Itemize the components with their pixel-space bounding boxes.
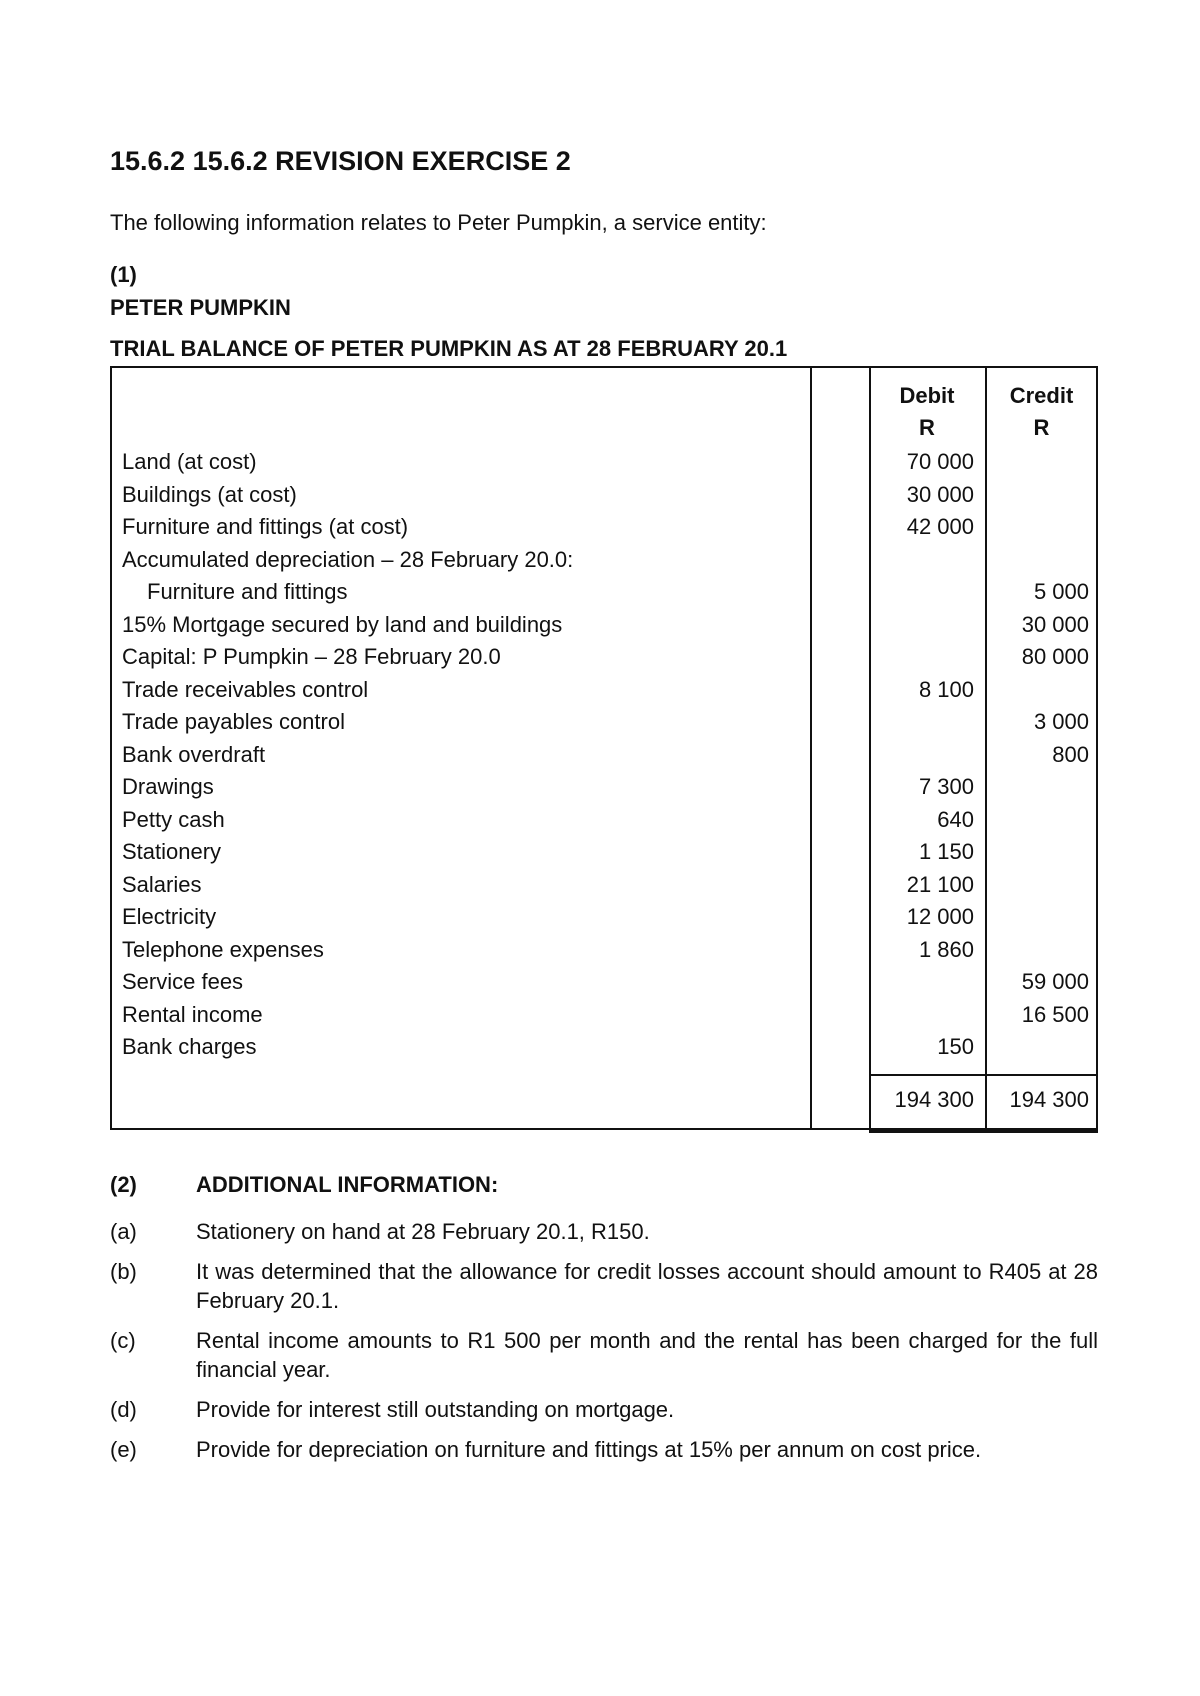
table-row: [112, 804, 1096, 837]
trial-balance-title: TRIAL BALANCE OF PETER PUMPKIN AS AT 28 FEBRUARY 20.1: [110, 336, 788, 361]
account-name: Service fees: [122, 969, 244, 994]
intro-text: The following information relates to Peter Pumpkin, a service entity:: [110, 210, 767, 235]
exercise-heading: 15.6.2 15.6.2 REVISION EXERCISE 2: [110, 146, 571, 176]
table-row: [112, 869, 1096, 902]
debit-amount: 8 100: [918, 676, 974, 702]
debit-amount: 70 000: [906, 449, 974, 474]
table-row: [112, 641, 1096, 674]
table-row: [112, 934, 1096, 967]
list-item: [110, 1257, 1100, 1315]
section-1-label: (1): [110, 262, 137, 287]
list-item: [110, 1326, 1100, 1384]
note-text: It was determined that the allowance for credit losses account should amount to R405 at 28 February 20.1.: [196, 1259, 1098, 1313]
additional-info-notes: [110, 1217, 1100, 1475]
note-text: Stationery on hand at 28 February 20.1, R150.: [196, 1219, 650, 1244]
debit-amount: 640: [937, 806, 974, 832]
note-letter: (a): [110, 1219, 137, 1244]
credit-currency-label: R: [1033, 415, 1050, 440]
note-letter: (e): [110, 1437, 137, 1462]
table-row: [112, 511, 1096, 544]
total-separator-line: [869, 1074, 1096, 1076]
debit-header-label: Debit: [899, 383, 955, 408]
debit-amount: 1 860: [918, 936, 974, 962]
table-row: [112, 479, 1096, 512]
table-row: [112, 1031, 1096, 1064]
note-text: Provide for interest still outstanding on mortgage.: [196, 1397, 675, 1422]
note-letter: (d): [110, 1397, 137, 1422]
table-row: [112, 609, 1096, 642]
list-item: [110, 1435, 1100, 1464]
account-name: Trade receivables control: [122, 676, 369, 702]
table-row: [112, 836, 1096, 869]
table-row: [112, 966, 1096, 999]
account-name: Land (at cost): [122, 449, 257, 474]
credit-amount: 80 000: [1021, 644, 1089, 669]
debit-amount: 12 000: [906, 904, 974, 929]
table-row: [112, 446, 1096, 479]
trial-balance-rows: [112, 446, 1096, 1064]
account-name: Furniture and fittings: [147, 579, 348, 604]
account-name: Furniture and fittings (at cost): [122, 514, 409, 539]
debit-amount: 21 100: [906, 871, 974, 897]
credit-amount: 16 500: [1021, 1001, 1089, 1027]
total-double-underline: [869, 1130, 1098, 1133]
account-name: Capital: P Pumpkin – 28 February 20.0: [122, 644, 501, 669]
table-row: [112, 674, 1096, 707]
debit-amount: 30 000: [906, 481, 974, 507]
account-name: Buildings (at cost): [122, 481, 297, 507]
table-row: [112, 544, 1096, 577]
note-letter: (b): [110, 1259, 137, 1284]
credit-amount: 59 000: [1021, 969, 1089, 994]
table-row: [112, 706, 1096, 739]
additional-info-title: ADDITIONAL INFORMATION:: [196, 1172, 499, 1197]
debit-currency-label: R: [919, 415, 935, 440]
credit-amount: 3 000: [1033, 709, 1089, 734]
account-name: Stationery: [122, 839, 222, 864]
account-name: Salaries: [122, 871, 202, 897]
credit-header-label: Credit: [1009, 383, 1074, 408]
table-row: [112, 771, 1096, 804]
account-name: Drawings: [122, 774, 214, 799]
trial-balance-table: [110, 366, 1098, 1130]
debit-amount: 1 150: [918, 839, 974, 864]
total-debit: 194 300: [894, 1087, 974, 1112]
note-text: Provide for depreciation on furniture and fittings at 15% per annum on cost price.: [196, 1437, 982, 1462]
account-name: Bank charges: [122, 1034, 257, 1059]
table-row: [112, 999, 1096, 1032]
table-row: [112, 901, 1096, 934]
list-item: [110, 1395, 1100, 1424]
note-text: Rental income amounts to R1 500 per month and the rental has been charged for the full financial year.: [196, 1328, 1098, 1382]
account-name: 15% Mortgage secured by land and buildings: [122, 611, 563, 637]
account-name: Petty cash: [122, 806, 225, 832]
table-row: [112, 739, 1096, 772]
account-name: Accumulated depreciation – 28 February 20.0:: [122, 546, 574, 572]
account-name: Bank overdraft: [122, 741, 266, 767]
debit-column-header: [869, 380, 985, 444]
debit-amount: 42 000: [906, 514, 974, 539]
account-name: Trade payables control: [122, 709, 345, 734]
account-name: Telephone expenses: [122, 936, 324, 962]
entity-name: PETER PUMPKIN: [110, 295, 291, 320]
note-letter: (c): [110, 1328, 136, 1353]
debit-amount: 150: [937, 1034, 974, 1059]
account-name: Rental income: [122, 1001, 263, 1027]
section-2-label: (2): [110, 1172, 137, 1197]
account-name: Electricity: [122, 904, 217, 929]
list-item: [110, 1217, 1100, 1246]
debit-amount: 7 300: [918, 774, 974, 799]
credit-amount: 5 000: [1033, 579, 1089, 604]
table-row: [112, 576, 1096, 609]
total-credit: 194 300: [1009, 1087, 1089, 1112]
credit-amount: 800: [1052, 741, 1089, 767]
credit-amount: 30 000: [1021, 611, 1089, 637]
credit-column-header: [985, 380, 1098, 444]
